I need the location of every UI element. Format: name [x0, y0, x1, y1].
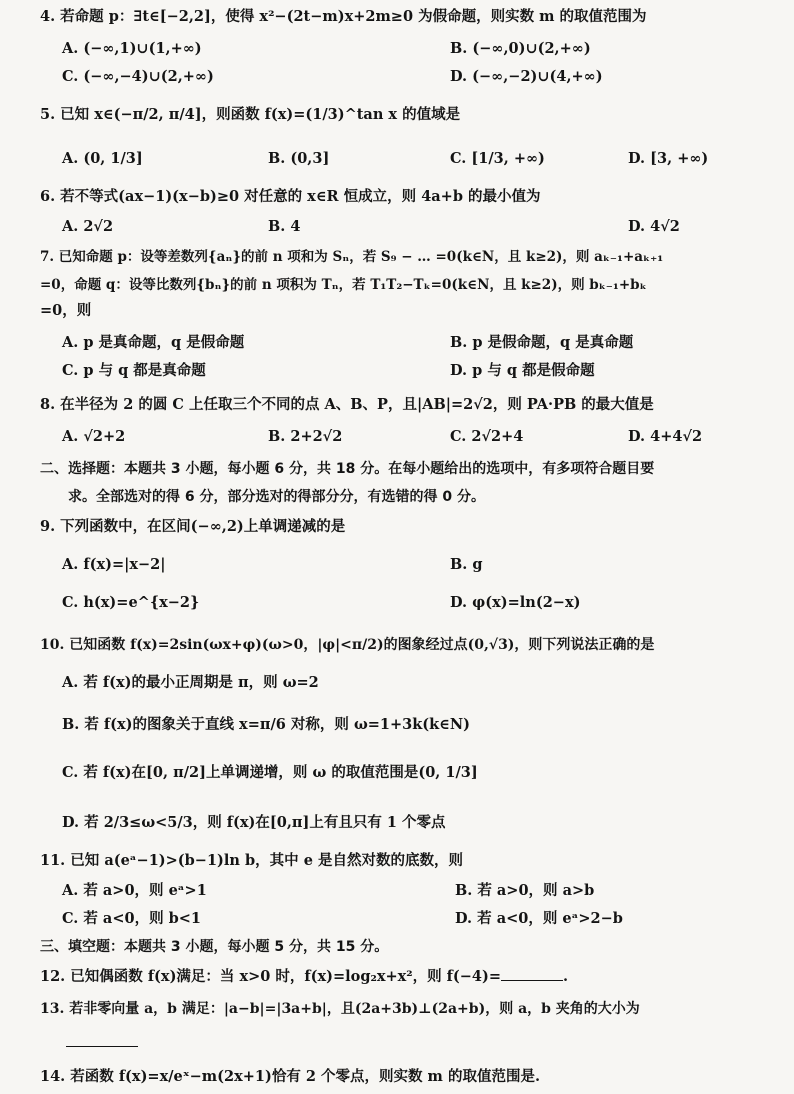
q14-stem: 14. 若函数 f(x)=x/eˣ−m(2x+1)恰有 2 个零点，则实数 m 的取值范围是.: [40, 1068, 540, 1085]
q9-option-d: D. φ(x)=ln(2−x): [450, 594, 581, 611]
q10-option-c: C. 若 f(x)在[0, π/2]上单调递增，则 ω 的取值范围是(0, 1/3]: [62, 764, 478, 781]
q8-stem: 8. 在半径为 2 的圆 C 上任取三个不同的点 A、B、P，且|AB|=2√2，则 PA·PB 的最大值是: [40, 396, 654, 413]
q7-option-a: A. p 是真命题，q 是假命题: [62, 334, 245, 351]
q6-option-d: D. 4√2: [628, 218, 680, 235]
q6-option-b: B. 4: [268, 218, 301, 235]
q9-stem: 9. 下列函数中，在区间(−∞,2)上单调递减的是: [40, 518, 346, 535]
q12-stem: [40, 966, 568, 988]
q11-option-c: C. 若 a<0，则 b<1: [62, 910, 201, 927]
q11-option-b: B. 若 a>0，则 a>b: [455, 882, 595, 899]
q5-option-b: B. (0,3]: [268, 150, 330, 167]
section-2-heading: 二、选择题：本题共 3 小题，每小题 6 分，共 18 分。在每小题给出的选项中，有多项符合题目要: [40, 461, 655, 477]
q7-option-d: D. p 与 q 都是假命题: [450, 362, 595, 379]
q8-option-b: B. 2+2√2: [268, 428, 343, 445]
q9-option-a: A. f(x)=|x−2|: [62, 556, 166, 573]
q13-answer-blank: [66, 1046, 138, 1047]
q7-option-c: C. p 与 q 都是真命题: [62, 362, 206, 379]
q10-option-d: D. 若 2/3≤ω<5/3，则 f(x)在[0,π]上有且只有 1 个零点: [62, 814, 446, 831]
q5-option-a: A. (0, 1/3]: [62, 150, 143, 167]
q12-stem-end: .: [563, 968, 569, 985]
section-2-heading-cont: 求。全部选对的得 6 分，部分选对的得部分分，有选错的得 0 分。: [68, 489, 485, 505]
q6-option-a: A. 2√2: [62, 218, 114, 235]
q4-option-a: A. (−∞,1)∪(1,+∞): [62, 40, 202, 57]
q10-option-b: B. 若 f(x)的图象关于直线 x=π/6 对称，则 ω=1+3k(k∈N): [62, 716, 471, 733]
q4-stem: 4. 若命题 p：∃t∈[−2,2]，使得 x²−(2t−m)x+2m≥0 为假命题，则实数 m 的取值范围为: [40, 8, 647, 25]
q12-stem-text: 12. 已知偶函数 f(x)满足：当 x>0 时，f(x)=log₂x+x²，则 f(−4)=: [40, 968, 502, 985]
q12-answer-blank: [501, 966, 563, 981]
q8-option-d: D. 4+4√2: [628, 428, 703, 445]
q9-option-c: C. h(x)=e^{x−2}: [62, 594, 200, 611]
q4-option-c: C. (−∞,−4)∪(2,+∞): [62, 68, 214, 85]
q9-option-b: B. g: [450, 556, 483, 573]
q5-option-d: D. [3, +∞): [628, 150, 709, 167]
q11-option-d: D. 若 a<0，则 eᵃ>2−b: [455, 910, 623, 927]
section-3-heading: 三、填空题：本题共 3 小题，每小题 5 分，共 15 分。: [40, 939, 389, 955]
q4-option-d: D. (−∞,−2)∪(4,+∞): [450, 68, 603, 85]
q8-option-c: C. 2√2+4: [450, 428, 524, 445]
q7-stem-line-3: =0，则: [40, 302, 92, 319]
q7-stem-line-1: 7. 已知命题 p：设等差数列{aₙ}的前 n 项和为 Sₙ，若 S₉ − … =0(k∈N，且 k≥2)，则 aₖ₋₁+aₖ₊₁: [40, 249, 664, 265]
q7-stem-line-2: =0，命题 q：设等比数列{bₙ}的前 n 项积为 Tₙ，若 T₁T₂−Tₖ=0(k∈N，且 k≥2)，则 bₖ₋₁+bₖ: [40, 277, 647, 293]
q4-option-b: B. (−∞,0)∪(2,+∞): [450, 40, 591, 57]
q11-stem: 11. 已知 a(eᵃ−1)>(b−1)ln b，其中 e 是自然对数的底数，则: [40, 852, 463, 869]
q10-stem: 10. 已知函数 f(x)=2sin(ωx+φ)(ω>0，|φ|<π/2)的图象经过点(0,√3)，则下列说法正确的是: [40, 637, 655, 653]
q8-option-a: A. √2+2: [62, 428, 126, 445]
q13-stem: 13. 若非零向量 a，b 满足：|a−b|=|3a+b|，且(2a+3b)⊥(2a+b)，则 a，b 夹角的大小为: [40, 1001, 640, 1017]
q6-stem: 6. 若不等式(ax−1)(x−b)≥0 对任意的 x∈R 恒成立，则 4a+b 的最小值为: [40, 188, 541, 205]
q7-option-b: B. p 是假命题，q 是真命题: [450, 334, 634, 351]
q10-option-a: A. 若 f(x)的最小正周期是 π，则 ω=2: [62, 674, 319, 691]
q5-option-c: C. [1/3, +∞): [450, 150, 545, 167]
q11-option-a: A. 若 a>0，则 eᵃ>1: [62, 882, 207, 899]
q5-stem: 5. 已知 x∈(−π/2, π/4]，则函数 f(x)=(1/3)^tan x 的值域是: [40, 106, 461, 123]
